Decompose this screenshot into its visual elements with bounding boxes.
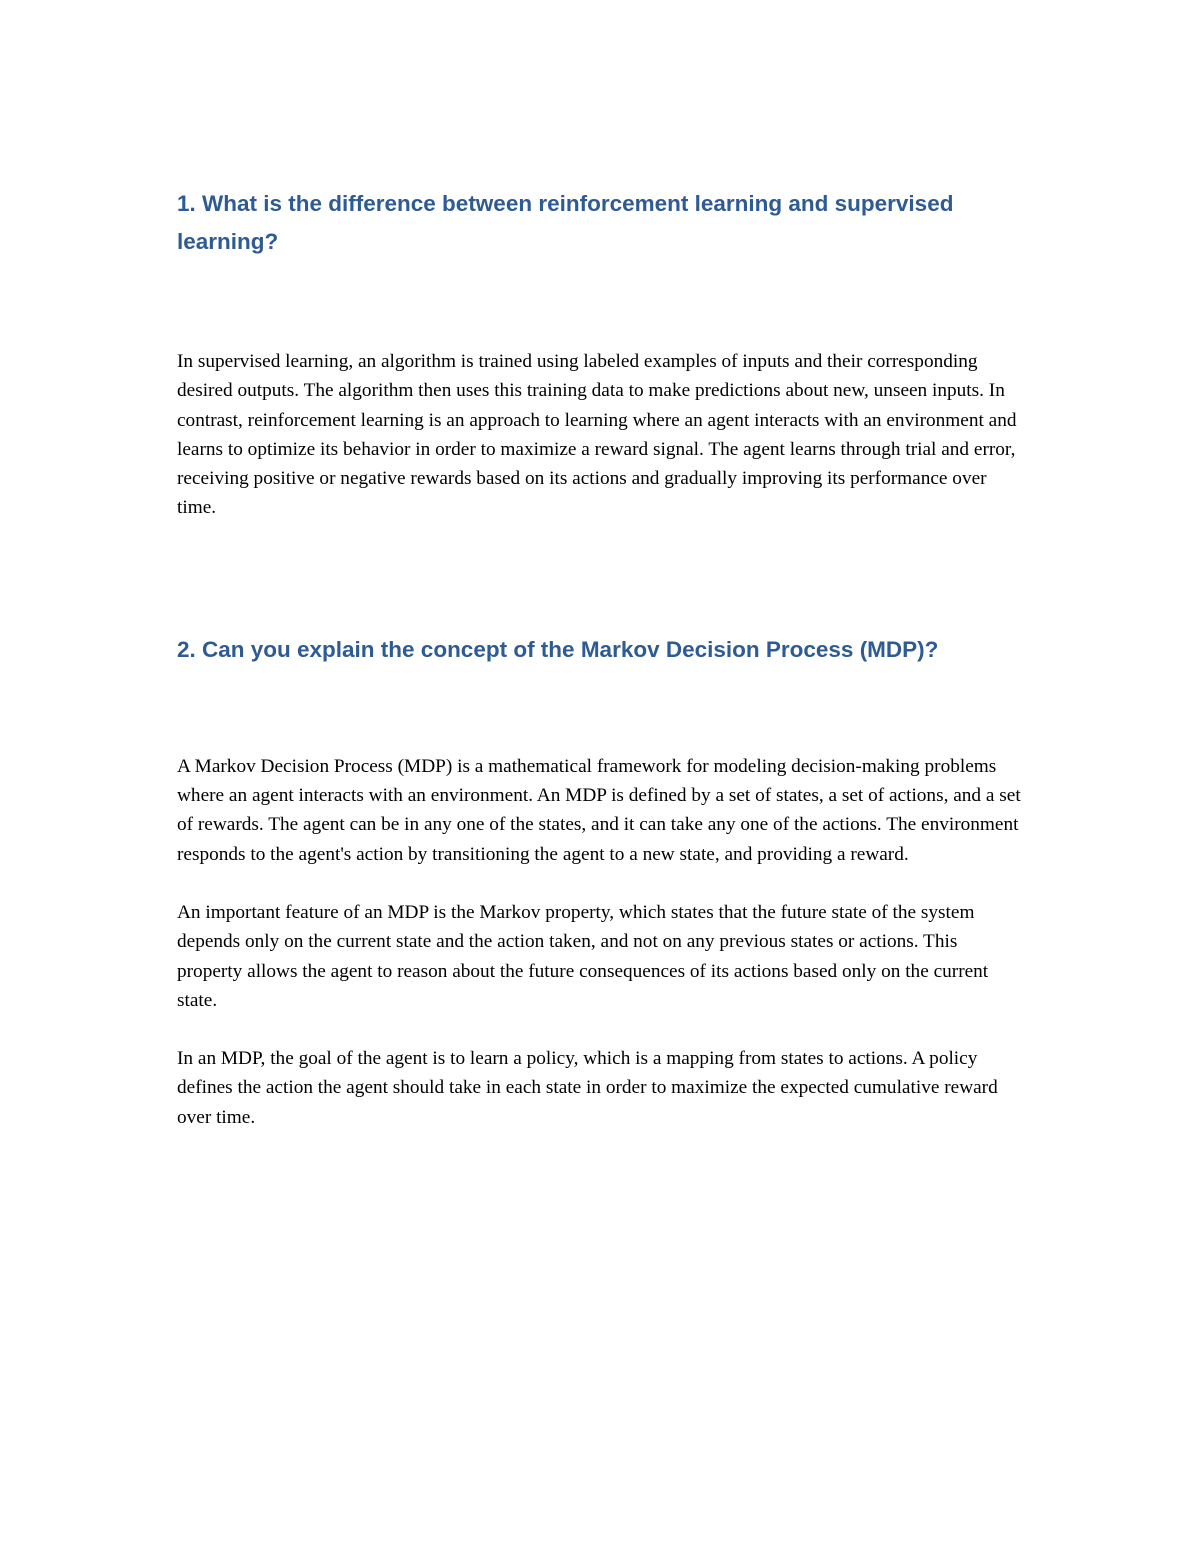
answer-2-paragraph-1: A Markov Decision Process (MDP) is a mathematical framework for modeling decision-making problems where an agent interacts with an environment. An MDP is defined by a set of states, a set of actions, and a set of rewards. The agent can be in any one of the states, and it can take any one of the actions. The environment responds to the agent's action by transitioning the agent to a new state, and providing a reward. [177, 755, 1021, 865]
document-content [177, 185, 1027, 1132]
answer-2-paragraph-3: In an MDP, the goal of the agent is to learn a policy, which is a mapping from states to actions. A policy defines the action the agent should take in each state in order to maximize the expected cumulative reward over time. [177, 1048, 998, 1128]
question-1-heading: 1. What is the difference between reinforcement learning and supervised learning? [177, 191, 954, 254]
answer-2-paragraph-2: An important feature of an MDP is the Markov property, which states that the future state of the system depends only on the current state and the action taken, and not on any previous states or actions. This property allows the agent to reason about the future consequences of its actions based only on the current state. [177, 901, 989, 1011]
answer-1-paragraph: In supervised learning, an algorithm is trained using labeled examples of inputs and their corresponding desired outputs. The algorithm then uses this training data to make predictions about new, unseen inputs. In contrast, reinforcement learning is an approach to learning where an agent interacts with an environment and learns to optimize its behavior in order to maximize a reward signal. The agent learns through trial and error, receiving positive or negative rewards based on its actions and gradually improving its performance over time. [177, 351, 1017, 519]
question-2-heading: 2. Can you explain the concept of the Markov Decision Process (MDP)? [177, 636, 939, 662]
